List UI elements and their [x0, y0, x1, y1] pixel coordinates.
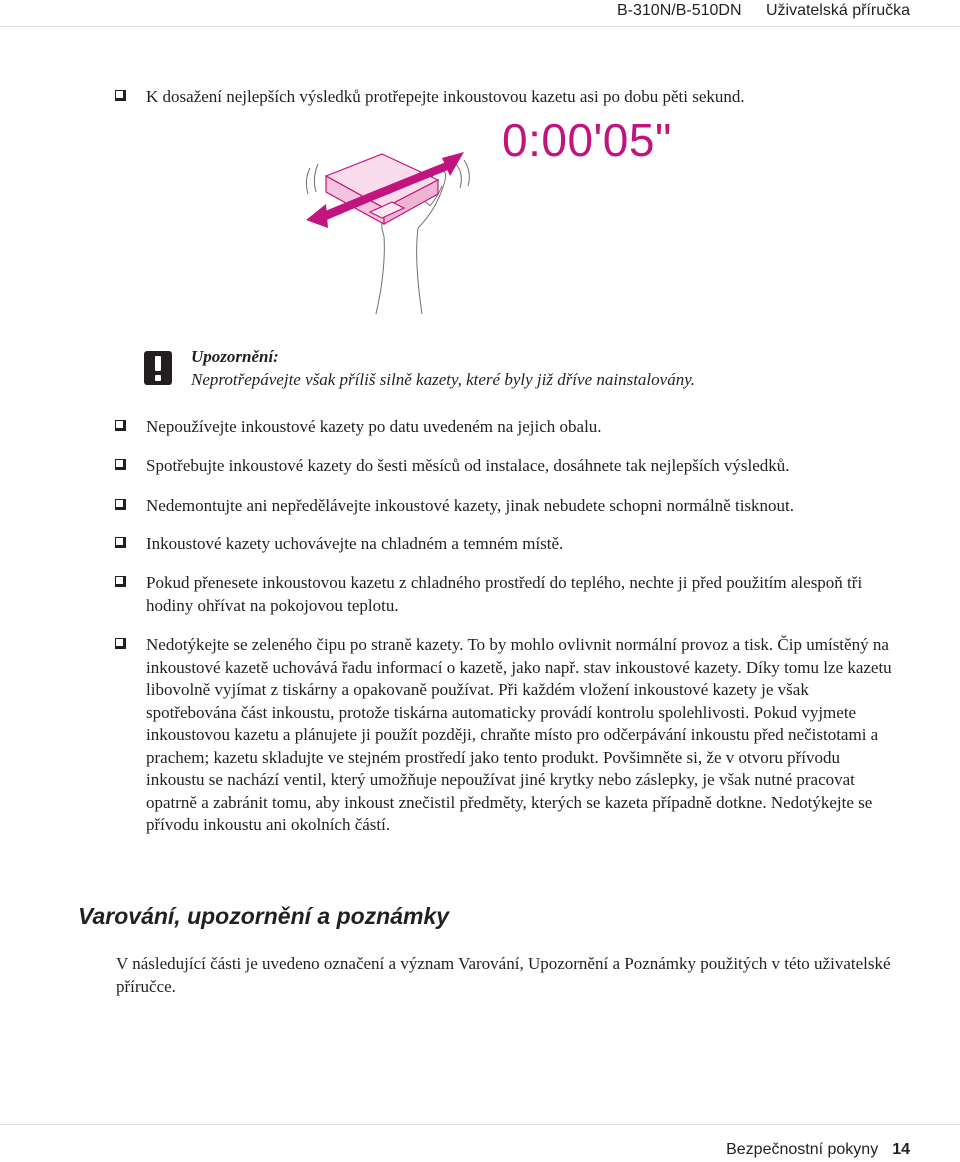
page-header: [597, 0, 910, 22]
list-item-shake: [115, 86, 895, 109]
list-item-text: Pokud přenesete inkoustovou kazetu z chladného prostředí do teplého, nechte ji před použitím alespoň tři hodiny ohřívat na pokojovou teplotu.: [146, 573, 863, 615]
list-item-text: Nedemontujte ani nepředělávejte inkoustové kazety, jinak nebudete schopni normálně tisknout.: [146, 496, 795, 515]
list-item-text: Nepoužívejte inkoustové kazety po datu uvedeném na jejich obalu.: [146, 417, 602, 436]
list-item-text: Spotřebujte inkoustové kazety do šesti měsíců od instalace, dosáhnete tak nejlepších výsledků.: [146, 456, 790, 475]
page-footer: [726, 1141, 910, 1159]
checkbox-bullet-icon: [115, 90, 126, 101]
header-guide-title: Uživatelská příručka: [765, 2, 910, 19]
caution-text: Neprotřepávejte však příliš silně kazety, které byly již dříve nainstalovány.: [191, 369, 696, 389]
header-divider: [0, 26, 960, 27]
checkbox-bullet-icon: [115, 420, 126, 431]
hand-shaking-cartridge-illustration: [296, 140, 496, 320]
checkbox-bullet-icon: [115, 537, 126, 548]
list-item: [115, 455, 895, 478]
page-number: 14: [892, 1141, 910, 1158]
checkbox-bullet-icon: [115, 459, 126, 470]
list-item: [115, 416, 895, 439]
list-item-text: Inkoustové kazety uchovávejte na chladném a temném místě.: [146, 534, 564, 553]
list-item: [115, 572, 895, 617]
list-item-text: Nedotýkejte se zeleného čipu po straně kazety. To by mohlo ovlivnit normální provoz a tisk. Čip umístěný na inkoustové kazetě uchovává řadu informací o kazetě, jako např. stav inkoustové kazety. Díky tomu lze kazetu libovolně vyjímat z tiskárny a opakovaně používat. Při každém vložení inkoustové kazety je však spotřebována část inkoustu, protože tiskárna automaticky provádí kontrolu spolehlivosti. Pokud vyjmete inkoustovou kazetu a plánujete ji použít později, chraňte místo pro odčerpávání inkoustu před nečistotami a prachem; kazetu skladujte ve stejném prostředí jako tento produkt. Povšimněte si, že v otvoru přívodu inkoustu se nachází ventil, který umožňuje nepoužívat jiné krytky nebo záslepky, je však nutné pracovat opatrně a zabránit tomu, aby inkoust znečistil předměty, kterých se kazeta případně dotkne. Nedotýkejte se přívodu inkoustu ani okolních částí.: [146, 635, 892, 834]
section-paragraph: V následující části je uvedeno označení a význam Varování, Upozornění a Poznámky použitých v této uživatelské příručce.: [116, 954, 891, 996]
checkbox-bullet-icon: [115, 576, 126, 587]
list-item: [115, 533, 895, 556]
caution-icon: [143, 350, 173, 386]
list-item: [115, 495, 895, 518]
checkbox-bullet-icon: [115, 499, 126, 510]
timer-display: 0:00'05": [502, 114, 672, 166]
checkbox-bullet-icon: [115, 638, 126, 649]
caution-title: Upozornění:: [191, 347, 279, 366]
list-item: [115, 634, 895, 837]
section-heading: Varování, upozornění a poznámky: [78, 903, 450, 929]
header-model: B-310N/B-510DN: [617, 2, 742, 19]
caution-note: [191, 346, 891, 391]
footer-divider: [0, 1124, 960, 1125]
footer-section: Bezpečnostní pokyny: [726, 1141, 879, 1158]
list-item-text: K dosažení nejlepších výsledků protřepejte inkoustovou kazetu asi po dobu pěti sekund.: [146, 87, 745, 106]
